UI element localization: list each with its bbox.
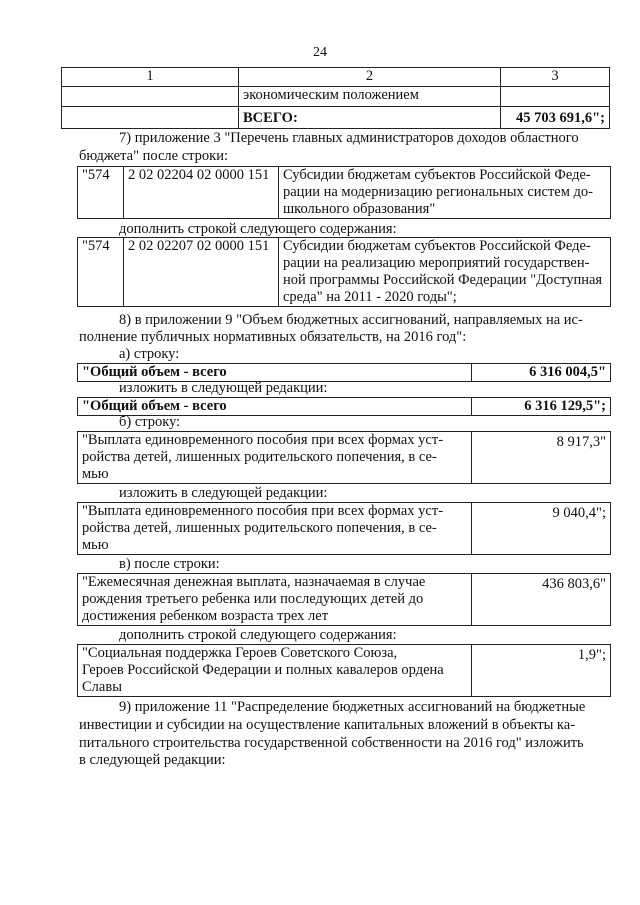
item8-c-row-text <box>78 574 472 626</box>
item8-c-row-line2: рождения третьего ребенка или последующих детей до <box>82 591 424 607</box>
item7-row1-text-line2: рации на модернизацию региональных систем до- <box>283 184 593 200</box>
item7-row2-text-line2: рации на реализацию мероприятий государствен- <box>283 255 590 271</box>
item8-b-new-table <box>77 502 611 555</box>
item8-b-new-text <box>78 503 472 555</box>
item8-b-row-line3: мью <box>82 466 109 482</box>
item8-a-new-label: "Общий объем - всего <box>78 398 472 416</box>
header-col-3: 3 <box>501 68 610 87</box>
item7-row2-text-line3: ной программы Российской Федерации "Доступная <box>283 272 603 288</box>
item9-line2: инвестиции и субсидии на осуществление капитальных вложений в объекты ка- <box>79 717 576 733</box>
row1-col-2: экономическим положением <box>239 87 501 107</box>
item8-b-row-line2: ройства детей, лишенных родительского попечения, в се- <box>82 449 437 465</box>
item8-c-new-value: 1,9"; <box>472 645 611 697</box>
item7-table-1 <box>77 166 611 219</box>
item7-row2-text <box>279 238 611 307</box>
item9-line3: питального строительства государственной собственности на 2016 год" изложить <box>79 735 584 751</box>
top-table <box>61 67 610 129</box>
item9-line1: 9) приложение 11 "Распределение бюджетных ассигнований на бюджетные <box>119 699 586 715</box>
item8-c-label: в) после строки: <box>119 556 220 572</box>
item8-a-new-value: 6 316 129,5"; <box>472 398 611 416</box>
item7-table-2 <box>77 237 611 307</box>
item8-c-row-line1: "Ежемесячная денежная выплата, назначаемая в случае <box>82 574 426 590</box>
item7-row1-text-line3: школьного образования" <box>283 201 436 217</box>
item8-a-row-label: "Общий объем - всего <box>78 364 472 382</box>
item8-b-new-line3: мью <box>82 537 109 553</box>
header-col-1: 1 <box>62 68 239 87</box>
item7-intro-line2: бюджета" после строки: <box>79 148 228 164</box>
item8-a-row-value: 6 316 004,5" <box>472 364 611 382</box>
page-number: 24 <box>313 45 327 60</box>
item8-b-label: б) строку: <box>119 414 181 430</box>
row1-col-3 <box>501 87 610 107</box>
item8-c-new-line3: Славы <box>82 679 122 695</box>
item7-intro-line1: 7) приложение 3 "Перечень главных администраторов доходов областного <box>119 130 579 146</box>
item7-row2-text-line4: среда" на 2011 - 2020 годы"; <box>283 289 457 305</box>
item8-c-table <box>77 573 611 626</box>
total-label: ВСЕГО: <box>239 107 501 129</box>
item7-row1-text-line1: Субсидии бюджетам субъектов Российской Феде- <box>283 167 591 183</box>
item8-a-replace: изложить в следующей редакции: <box>119 380 328 396</box>
item8-c-add: дополнить строкой следующего содержания: <box>119 627 397 643</box>
total-value: 45 703 691,6"; <box>501 107 610 129</box>
item8-b-new-value: 9 040,4"; <box>472 503 611 555</box>
item7-row2-code2: 2 02 02207 02 0000 151 <box>124 238 279 307</box>
item8-c-new-line2: Героев Российской Федерации и полных кавалеров ордена <box>82 662 444 678</box>
item7-row1-code1: "574 <box>78 167 124 219</box>
item7-row2-text-line1: Субсидии бюджетам субъектов Российской Феде- <box>283 238 591 254</box>
item8-c-new-line1: "Социальная поддержка Героев Советского Союза, <box>82 645 398 661</box>
item7-row1-text <box>279 167 611 219</box>
item8-b-row-line1: "Выплата единовременного пособия при всех формах уст- <box>82 432 444 448</box>
item8-intro-line1: 8) в приложении 9 "Объем бюджетных ассигнований, направляемых на ис- <box>119 312 583 328</box>
item8-b-row-text <box>78 432 472 484</box>
item8-intro-line2: полнение публичных нормативных обязательств, на 2016 год": <box>79 329 467 345</box>
item8-b-replace: изложить в следующей редакции: <box>119 485 328 501</box>
item9-line4: в следующей редакции: <box>79 752 226 768</box>
item8-c-row-value: 436 803,6" <box>472 574 611 626</box>
item8-c-new-text <box>78 645 472 697</box>
item8-b-new-line1: "Выплата единовременного пособия при всех формах уст- <box>82 503 444 519</box>
item8-b-table <box>77 431 611 484</box>
item7-row2-code1: "574 <box>78 238 124 307</box>
header-col-2: 2 <box>239 68 501 87</box>
item7-row1-code2: 2 02 02204 02 0000 151 <box>124 167 279 219</box>
item8-c-row-line3: достижения ребенком возраста трех лет <box>82 608 329 624</box>
item8-b-row-value: 8 917,3" <box>472 432 611 484</box>
item8-c-new-table <box>77 644 611 697</box>
item8-a-label: а) строку: <box>119 346 180 362</box>
total-col-1 <box>62 107 239 129</box>
item8-b-new-line2: ройства детей, лишенных родительского попечения, в се- <box>82 520 437 536</box>
item7-add-line: дополнить строкой следующего содержания: <box>119 221 397 237</box>
row1-col-1 <box>62 87 239 107</box>
